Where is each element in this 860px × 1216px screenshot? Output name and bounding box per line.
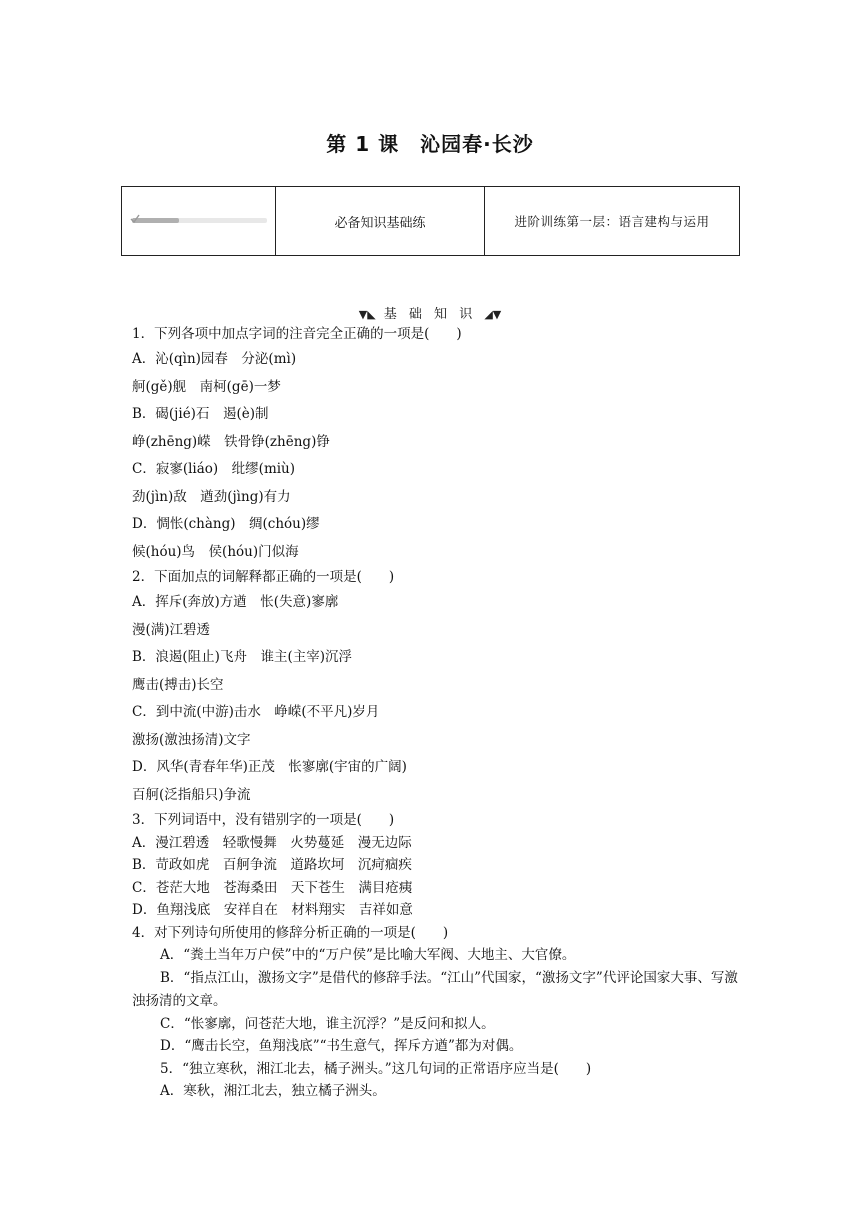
option-line: 劲(jìn)敌 遒劲(jìng)有力 xyxy=(132,488,291,505)
option-line: D．鱼翔浅底 安祥自在 材料翔实 吉祥如意 xyxy=(132,902,413,918)
option-line: C．寂寥(liáo) 纰缪(miù) xyxy=(132,461,296,477)
option-line: C．苍茫大地 苍海桑田 天下苍生 满目疮痍 xyxy=(132,879,413,896)
option-line: A．“粪土当年万户侯”中的“万户侯”是比喻大军阀、大地主、大官僚。 xyxy=(160,947,576,963)
option-line: B．“指点江山，激扬文字”是借代的修辞手法。“江山”代国家，“激扬文字”代评论国家大事、写激浊扬清的文章。 xyxy=(132,969,738,1009)
option-line: 舸(gě)舰 南柯(gē)一梦 xyxy=(132,378,281,395)
option-line: 漫(满)江碧透 xyxy=(132,621,211,638)
triangle-down-icon: ▼◣ xyxy=(358,308,376,321)
option-line: A．沁(qìn)园春 分泌(mì) xyxy=(132,351,297,367)
question-stem: 3．下列词语中，没有错别字的一项是( ) xyxy=(132,812,395,828)
option-line: 激扬(激浊扬清)文字 xyxy=(132,731,251,748)
section-heading-label: 基 础 知 识 xyxy=(383,307,477,322)
option-line: 候(hóu)鸟 侯(hóu)门似海 xyxy=(132,543,299,560)
option-line: A．漫江碧透 轻歌慢舞 火势蔓延 漫无边际 xyxy=(132,834,412,851)
option-line: B．浪遏(阻止)飞舟 谁主(主宰)沉浮 xyxy=(132,649,352,665)
question-stem: 1．下列各项中加点字词的注音完全正确的一项是( ) xyxy=(132,326,462,342)
option-line: C．“怅寥廓，问苍茫大地，谁主沉浮？”是反问和拟人。 xyxy=(160,1015,495,1032)
question-stem: 2．下面加点的词解释都正确的一项是( ) xyxy=(132,569,395,585)
check-icon xyxy=(130,214,140,224)
question-stem: 5．“独立寒秋，湘江北去，橘子洲头。”这几句词的正常语序应当是( ) xyxy=(160,1060,592,1077)
level-label: 进阶训练第一层：语言建构与运用 xyxy=(514,214,710,229)
triangle-down-icon: ◢▼ xyxy=(484,308,502,321)
option-line: A．寒秋，湘江北去，独立橘子洲头。 xyxy=(160,1083,386,1099)
option-line: 峥(zhēng)嵘 铁骨铮(zhēng)铮 xyxy=(132,433,330,450)
option-line: B．苛政如虎 百舸争流 道路坎坷 沉疴痼疾 xyxy=(132,857,412,873)
page-title: 第 1 课 沁园春·长沙 xyxy=(326,132,534,156)
option-line: B．碣(jié)石 遏(è)制 xyxy=(132,406,269,422)
section-heading xyxy=(0,303,860,322)
question-content xyxy=(132,323,742,1103)
option-line: 百舸(泛指船只)争流 xyxy=(132,786,251,803)
progress-cell xyxy=(122,187,276,255)
option-line: C．到中流(中游)击水 峥嵘(不平凡)岁月 xyxy=(132,704,380,720)
question-stem: 4．对下列诗句所使用的修辞分析正确的一项是( ) xyxy=(132,924,449,941)
option-line: A．挥斥(奔放)方遒 怅(失意)寥廓 xyxy=(132,594,339,610)
section-name: 必备知识基础练 xyxy=(276,187,485,255)
option-line: D．惆怅(chàng) 绸(chóu)缪 xyxy=(132,516,320,532)
option-line: 鹰击(搏击)长空 xyxy=(132,676,224,693)
option-line: D．风华(青春年华)正茂 怅寥廓(宇宙的广阔) xyxy=(132,759,407,775)
header-table xyxy=(121,186,740,256)
progress-bar xyxy=(132,218,267,223)
option-line: D．“鹰击长空，鱼翔浅底”“书生意气，挥斥方遒”都为对偶。 xyxy=(160,1038,523,1054)
